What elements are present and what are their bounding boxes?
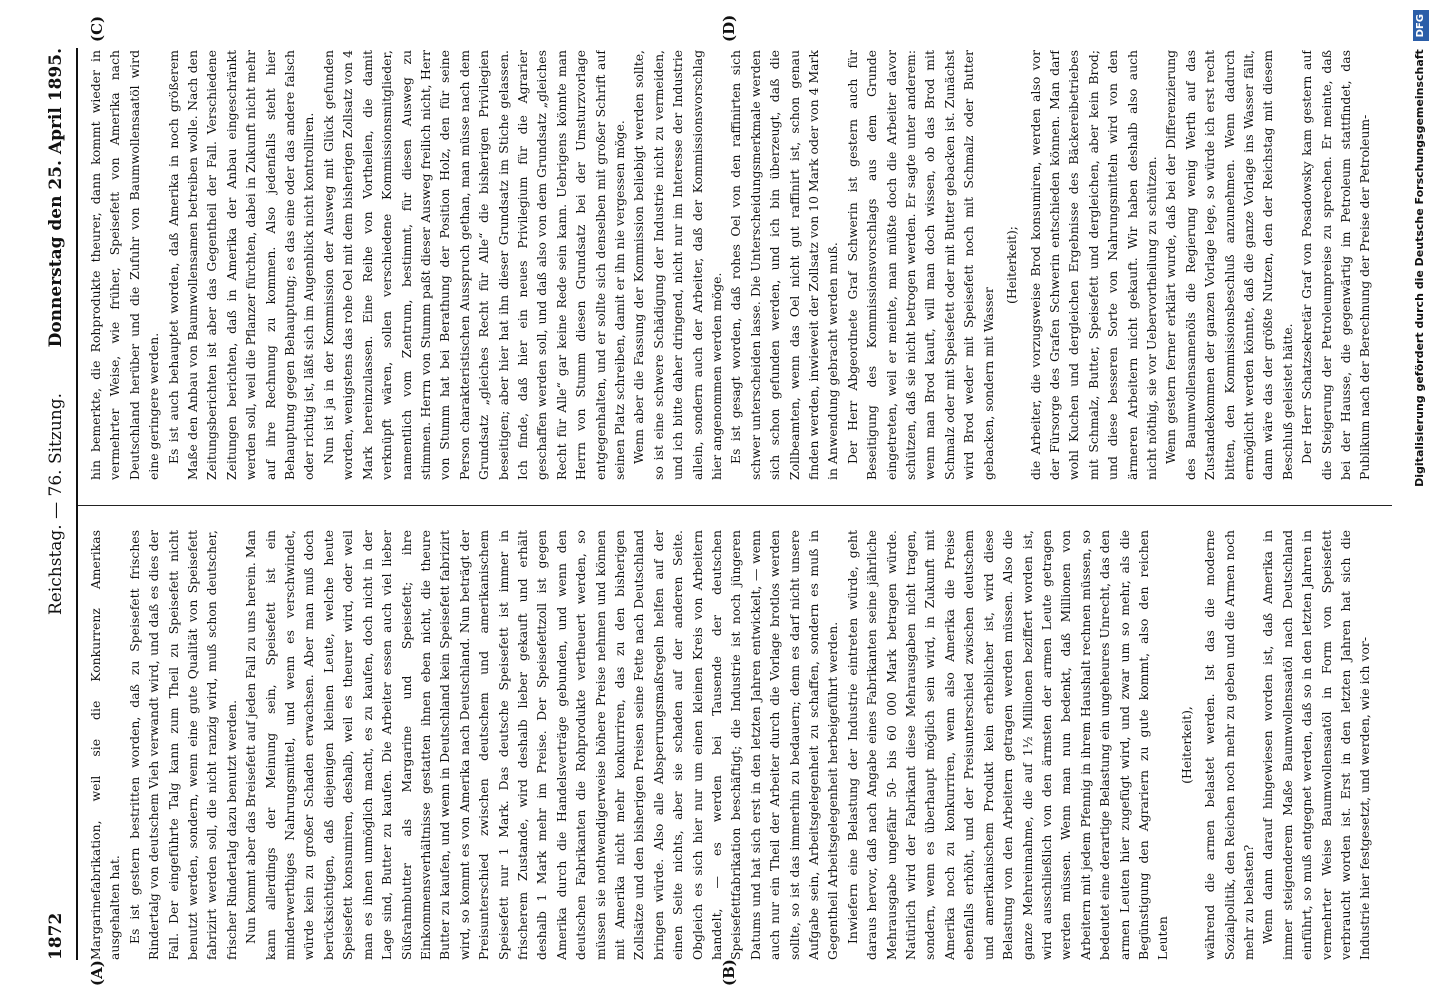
page-number: 1872 — [46, 912, 66, 960]
interjection-heiterkeit: (Heiterkeit); — [1004, 226, 1020, 304]
dfg-logo: DFG — [1413, 10, 1429, 41]
page-header — [46, 48, 72, 960]
left-column — [86, 530, 1392, 960]
interjection-heiterkeit: (Heiterkeit), — [1178, 706, 1194, 784]
paragraph: Es ist auch behauptet worden, daß Amerika in noch größerem Maße den Anbau von Baumwollensamen betreiben wolle. Nach den Zeitungsberichten ist aber das Gegentheil der Fall. Verschiedene Zeitungen berichten, daß in Amerika der Anbau eingeschränkt werden soll, weil die Pflanzer fürchten, dabei in Zukunft nicht mehr auf ihre Rechnung zu kommen. Also jedenfalls steht hier Behauptung gegen Behauptung; es das eine oder das andere falsch oder richtig ist, läßt sich im Augenblick nicht kontrolliren. — [165, 50, 317, 480]
session-title: Reichstag. — 76. Sitzung. — [46, 392, 66, 616]
paragraph: während die armen belastet werden. Ist das die moderne Sozialpolitik, den Reichen noch mehr zu geben und die Armen noch mehr zu belasten? — [1202, 530, 1256, 960]
paragraph: Es ist gestern bestritten worden, daß zu Speisefett frisches Rindertalg von deutschem Vieh verwandt wird, und daß es dies der Fall. Der eingeführte Talg kann zum Theil zu Speisefett nicht benutzt werden, sondern, wenn eine gute Qualität von Speisefett fabrizirt werden soll, die nicht ranzig wird, muß schon deutscher, frischer Rindertalg dazu benutzt werden. — [126, 530, 239, 960]
margin-marker-b: (B) — [720, 959, 738, 986]
header-rule — [76, 48, 78, 960]
paragraph: die Arbeiter, die vorzugsweise Brod konsumiren, werden also vor der Fürsorge des Grafen Schwerin entschieden können. Man darf wohl Kuchen und dergleichen Ergebnisse des Bäckereibetriebes mit Schmalz, Butter, Speisefett und dergleichen, aber kein Brod; und diese besseren Sorte von Nahrungsmitteln wird von den ärmeren Arbeitern nicht gekauft. Wir haben deshalb also auch nicht nöthig, sie vor Uebervortheilung zu schützen. — [1027, 50, 1159, 480]
paragraph: Der Herr Abgeordnete Graf Schwerin ist gestern auch für Beseitigung des Kommissionsvorschlags aus dem Grunde eingetreten, weil er meinte, man müßte doch die Arbeiter davor schützen, daß sie nicht betrogen werden. Er sagte unter anderem: wenn man Brod kauft, will man doch wissen, ob das Brod mit Schmalz oder mit Speisefett oder mit Butter gebacken ist. Zunächst wird Brod weder mit Speisefett noch mit Schmalz oder Butter gebacken, sondern mit Wasser — [844, 50, 996, 480]
margin-marker-c: (C) — [88, 15, 106, 42]
paragraph: hin bemerkte, die Rohprodukte theurer, dann kommt wieder in vermehrter Weise, wie früher, Speisefett von Amerika nach Deutschland herüber und die Zufuhr von Baumwollensaatöl wird eine geringere werden. — [88, 50, 162, 480]
margin-marker-a: (A) — [88, 960, 106, 986]
paragraph: Nun kommt aber das Breisefett auf jeden Fall zu uns herein. Man kann allerdings der Meinung sein, Speisefett ist ein minderwerthiges Nahrungsmittel, und wenn es verschwindet, würde kein zu großer Schaden erwachsen. Aber man muß doch berücksichtigen, daß diejenigen kleinen Leute, welche heute Speisefett konsumiren, deshalb, weil es theurer wird, oder weil man es ihnen unmöglich macht, es zu kaufen, doch nicht in der Lage sind, Butter zu kaufen. Die Arbeiter essen auch viel lieber Süßrahmbutter als Margarine und Speisefett; ihre Einkommensverhältnisse gestatten ihnen eben nicht, die theure Butter zu kaufen, und wenn in Deutschland kein Speisefett fabrizirt wird, so kommt es von Amerika nach Deutschland. Nun beträgt der Preisunterschied zwischen deutschem und amerikanischem Speisefett nur 1 Mark. Das deutsche Speisefett ist immer in frischerem Zustande, wird deshalb lieber gekauft und erhält deshalb 1 Mark mehr im Preise. Der Speisefettzoll ist gegen Amerika durch die Handelsverträge gebunden, und wenn den deutschen Fabrikanten die Rohprodukte vertheuert werden, so müssen sie nothwendigerweise höhere Preise nehmen und können mit Amerika nicht mehr konkurriren, das zu den bisherigen Zollsätze und den bisherigen Preisen seine Fette nach Deutschland bringen würde. Also alle Absperrungsmaßregeln helfen auf der einen Seite nichts, aber sie schaden auf der anderen Seite. Obgleich es sich hier nur um einen kleinen Kreis von Arbeitern handelt, — es werden bei Tausende der deutschen Speisefettfabrikation beschäftigt; die Industrie ist noch jüngeren Datums und hat sich erst in den letzten Jahren entwickelt, — wenn auch nur ein Theil der Arbeiter durch die Vorlage brotlos werden sollte, so ist das immerhin zu bedauern; denn es darf nicht unsere Aufgabe sein, Arbeitsgelegenheit zu schaffen, sondern es muß in Gegentheil Arbeitsgelegenheit herbeigeführt werden. — [243, 530, 841, 960]
paragraph: Der Herr Schatzsekretär Graf von Posadowsky kam gestern auf die Steigerung der Petroleumpreise zu sprechen. Er meinte, daß bei der Hausse, die gegenwärtig im Petroleum stattfindet, das Publikum nach der Berechnung der Preise der Petroleum- — [1299, 50, 1373, 480]
paragraph: Wenn aber die Fassung der Kommission beliebigt werden sollte, so ist eine schwere Schädigung der Industrie nicht zu vermeiden, und ich bitte daher dringend, nicht nur im Interesse der Industrie allein, sondern auch der Arbeiter, daß der Kommissionsvorschlag hier angenommen werden möge. — [631, 50, 724, 480]
paragraph: Es ist gesagt worden, daß rohes Oel von den raffinirten sich schwer unterscheiden lasse. Die Unterscheidungsmerkmale werden sich schon gefunden werden, und ich bin überzeugt, daß die Zollbeamten, wenn das Oel nicht gut raffinirt ist, schon genau finden werden, inwieweit der Zollsatz von 10 Mark oder von 4 Mark in Anwendung gebracht werden muß. — [728, 50, 841, 480]
paragraph: Margarinefabrikation, weil sie die Konkurrenz Amerikas ausgehalten hat. — [88, 530, 123, 960]
digitization-credit — [1408, 0, 1432, 1000]
margin-marker-d: (D) — [720, 14, 738, 42]
paragraph: Wenn gestern ferner erklärt wurde, daß bei der Differenzierung des Baumwollensamenöls die Regierung wenig Werth auf das Zustandekommen der ganzen Vorlage lege, so würde ich erst recht bitten, den Kommissionsbeschluß anzunehmen. Wenn dadurch ermöglicht werden könnte, daß die ganze Vorlage ins Wasser fällt, dann wäre das der größte Nutzen, den der Reichstag mit diesem Beschluß geleistet hätte. — [1163, 50, 1295, 480]
column-divider — [78, 505, 1392, 506]
credit-text: Digitalisierung gefördert durch die Deutsche Forschungsgemeinschaft — [1413, 49, 1426, 487]
right-column — [86, 50, 1392, 480]
paragraph: Nun ist ja in der Kommission der Ausweg mit Glück gefunden worden, wenigstens das rohe Oel mit dem bisherigen Zollsatz von 4 Mark hereinzulassen. Eine Reihe von Vortheilen, die damit verknüpft wären, sollen verschiedene Kommissionsmitglieder, namentlich vom Zentrum, bestimmt, für diesen Ausweg zu stimmen. Herrn von Stumm paßt dieser Ausweg freilich nicht, Herr von Stumm hat bei Berathung der Position Holz, den für seine Person charakteristischen Ausspruch gethan, man müsse nach dem Grundsatz „gleiches Recht für Alle“ die bisherigen Privilegien beseitigen; aber hier hat ihn dieser Grundsatz im Stiche gelassen. Ich finde, daß hier ein neues Privilegium für die Agrarier geschaffen werden soll, und daß also von dem Grundsatz „gleiches Recht für Alle“ gar keine Rede sein kann. Uebrigens könnte man Herrn von Stumm diesen Grundsatz bei der Umsturzvorlage entgegenhalten, und er sollte sich denselben mit großer Schrift auf seinen Platz schreiben, damit er ihn nie vergessen möge. — [320, 50, 627, 480]
paragraph: Inwiefern eine Belastung der Industrie eintreten würde, geht daraus hervor, daß nach Angabe eines Fabrikanten seine jährliche Mehrausgabe ungefähr 50- bis 60 000 Mark betragen würde. Natürlich wird der Fabrikant diese Mehrausgaben nicht tragen, sondern, wenn es überhaupt möglich sein wird, in Zukunft mit Amerika noch zu konkurriren, wenn also Amerika die Preise ebenfalls erhöht, und der Preisunterschied zwischen deutschem und amerikanischem Produkt kein erheblicher ist, wird diese Belastung von den Arbeitern getragen werden müssen. Also die ganze Mehreinnahme, die auf 1½ Millionen beziffert worden ist, wird ausschließlich von den ärmsten der armen Leute getragen werden müssen. Wenn man nun bedenkt, daß Millionen von Arbeitern mit jedem Pfennig in ihrem Haushalt rechnen müssen, so bedeutet eine derartige Belastung ein ungeheures Unrecht, das den armen Leuten hier zugefügt wird, und zwar um so mehr, als die Begünstigung den Agrariern zu gute kommt, also den reichen Leuten — [844, 530, 1171, 960]
paragraph: Wenn dann darauf hingewiesen worden ist, daß Amerika in immer steigenderem Maße Baumwollensaatöl nach Deutschland einführt, so muß entgegnet werden, daß so in den letzten Jahren in vermehrter Weise Baumwollensaatöl in Form von Speisefett verbraucht worden ist. Erst in den letzten Jahren hat sich die Industrie hier festgesetzt, und werden, wie ich vor- — [1260, 530, 1373, 960]
session-date: Donnerstag den 25. April 1895. — [46, 48, 66, 348]
